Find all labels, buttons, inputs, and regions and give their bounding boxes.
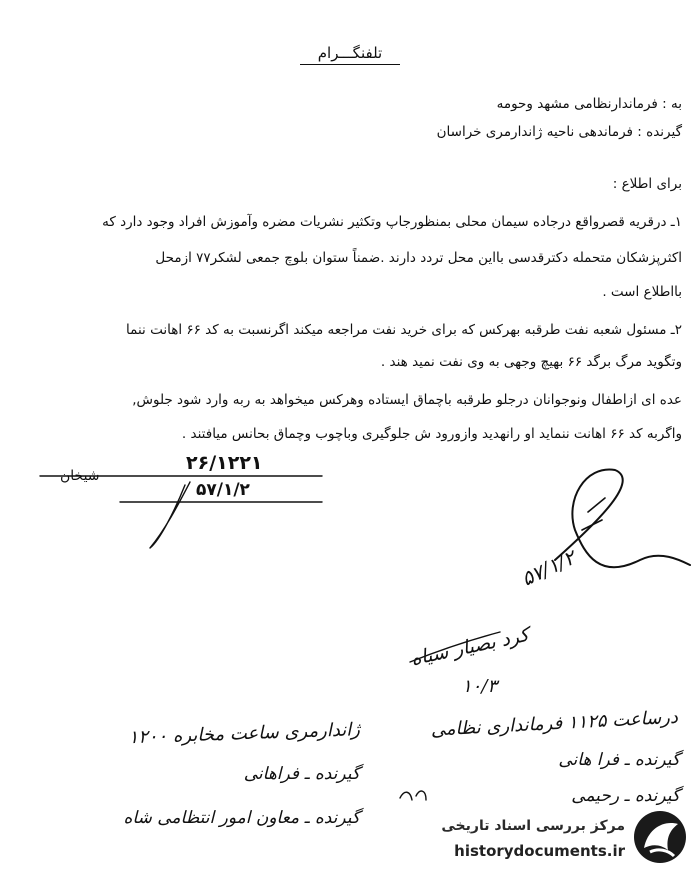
right-note-line-2: گیرنده ـ فرا هانی bbox=[558, 750, 680, 770]
message-number: ۲۶/۱۲۲۱ bbox=[186, 452, 263, 474]
watermark-url[interactable]: historydocuments.ir bbox=[454, 842, 625, 860]
center-handwritten-date: ۱۰/۳ bbox=[462, 676, 498, 697]
paragraph-1-line-3: بااطلاع است . bbox=[602, 284, 682, 300]
check-mark-stroke bbox=[150, 482, 190, 548]
left-note-line-3: گیرنده ـ معاون امور انتظامی شاه bbox=[123, 808, 360, 828]
paragraph-3-line-2: واگربه کد ۶۶ اهانت ننماید او رانهدید وازورود ش جلوگیری وباچوب وچماق بحانس میافتند . bbox=[181, 426, 682, 442]
note-underline bbox=[410, 632, 500, 662]
archive-logo-icon bbox=[630, 808, 690, 866]
center-handwritten-note: کرد بصیار سیاه bbox=[409, 623, 531, 671]
right-note-line-1: درساعت ۱۱۲۵ فرمانداری نظامی bbox=[430, 706, 679, 741]
watermark-name: مرکز بررسی اسناد تاریخی bbox=[441, 818, 625, 834]
left-note-line-1: ژاندارمری ساعت مخابره ۱۲۰۰ bbox=[128, 719, 361, 749]
document-title: تلفنگـــرام bbox=[0, 44, 700, 62]
sender-line: گیرنده : فرماندهی ناحیه ژاندارمری خراسان bbox=[436, 124, 682, 140]
small-scribble bbox=[400, 791, 426, 800]
message-date: ۵۷/۱/۲ bbox=[196, 480, 250, 500]
for-info-line: برای اطلاع : bbox=[612, 176, 682, 192]
recipient-line: به : فرماندارنظامی مشهد وحومه bbox=[496, 96, 682, 112]
side-date: ۵۷/۱/۲ bbox=[517, 545, 579, 591]
paragraph-2-line-1: ۲ـ مسئول شعبه نفت طرقبه بهرکس که برای خرید نفت مراجعه میکند اگرنسبت به کد ۶۶ اهانت ننما bbox=[126, 322, 682, 338]
paragraph-3-line-1: عده ای ازاطفال ونوجوانان درجلو طرقبه باچماق ایستاده وهرکس میخواهد به ربه وارد شود جلوش, bbox=[132, 392, 682, 408]
paragraph-1-line-2: اکثرپزشکان متحمله دکترقدسی بااین محل تردد دارند .ضمناً ستوان بلوچ جمعی لشکر۷۷ ازمحل bbox=[155, 250, 682, 266]
left-note-line-2: گیرنده ـ فراهانی bbox=[243, 764, 360, 784]
paragraph-1-line-1: ۱ـ درقریه قصرواقع درجاده سیمان محلی بمنظورجاپ وتکثیر نشریات مضره وآموزش افراد وجود دارد که bbox=[102, 214, 682, 230]
paragraph-2-line-2: وتگوید مرگ برگد ۶۶ بهیچ وجهی به وی نفت نمید هند . bbox=[380, 354, 682, 370]
sender-name: شیخان bbox=[60, 468, 100, 484]
signature-scribble-1 bbox=[555, 470, 690, 568]
right-note-line-3: گیرنده ـ رحیمی bbox=[571, 786, 680, 806]
